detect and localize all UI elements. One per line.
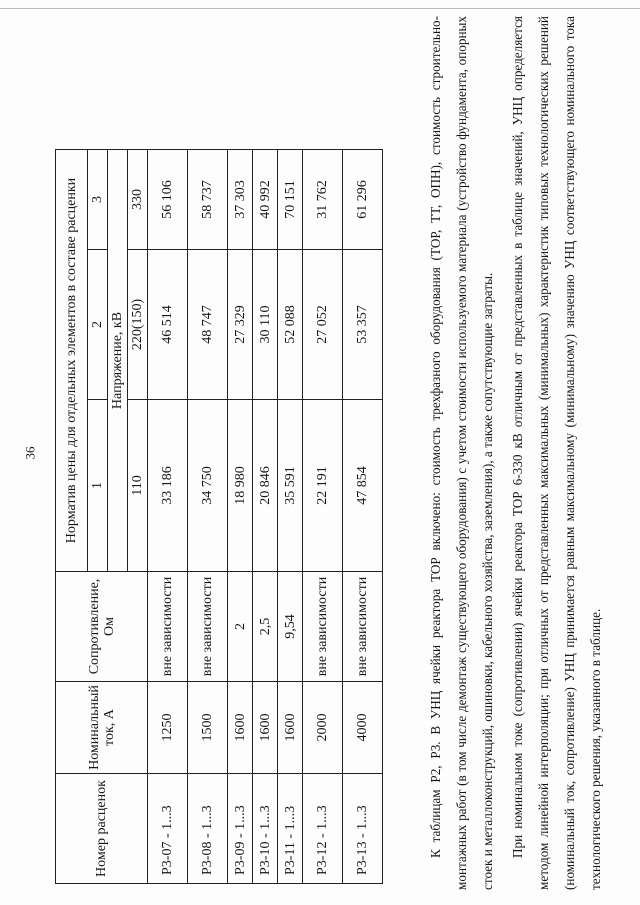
header-price-group: Норматив цены для отдельных элементов в составе расценки [56,150,88,572]
row-resistance: 9,54 [278,572,303,682]
row-price-110: 34 750 [188,400,228,572]
row-price-110: 47 854 [343,400,383,572]
row-number: Р3-10 - 1...3 [253,774,278,884]
table-row [303,150,343,884]
row-current: 1600 [278,682,303,774]
row-price-330: 61 296 [343,150,383,250]
row-price-220: 48 747 [188,250,228,400]
row-current: 4000 [343,682,383,774]
row-price-220: 53 357 [343,250,383,400]
row-price-220: 27 329 [228,250,253,400]
table-row [253,150,278,884]
row-price-330: 40 992 [253,150,278,250]
row-price-110: 20 846 [253,400,278,572]
row-number: Р3-08 - 1...3 [188,774,228,884]
table-row [148,150,188,884]
header-number: Номер расценок [56,774,148,884]
row-number: Р3-11 - 1...3 [278,774,303,884]
row-price-220: 30 110 [253,250,278,400]
header-current: Номинальный ток, А [56,682,148,774]
price-table [55,149,383,884]
table-row [278,150,303,884]
row-price-330: 31 762 [303,150,343,250]
table-row [343,150,383,884]
row-price-330: 56 106 [148,150,188,250]
row-price-220: 46 514 [148,250,188,400]
row-price-330: 37 303 [228,150,253,250]
header-sub-1: 1 [88,400,108,572]
header-voltage: Напряжение, кВ [108,150,128,572]
row-price-330: 58 737 [188,150,228,250]
row-resistance: вне зависимости [188,572,228,682]
row-price-220: 52 088 [278,250,303,400]
paragraph-interpolation-note: При номинальном токе (сопротивлении) ячейки реактора ТОР 6-330 кВ отличным от представленных в таблице значений, УНЦ определяется методом линейной интерполяции; при отличных от представленных максимальных (минимальных) характеристик типовых технологических решений (номинальный ток, сопротивление) УНЦ принимается равным максимальному (минимальному) значению УНЦ соответствующего номинального тока технологического решения, указанного в таблице. [510,16,603,890]
header-voltage-220: 220(150) [128,250,148,400]
rotated-page-content [55,10,640,890]
row-price-110: 33 186 [148,400,188,572]
row-current: 1250 [148,682,188,774]
header-sub-2: 2 [88,250,108,400]
row-current: 1600 [228,682,253,774]
row-price-220: 27 052 [303,250,343,400]
row-current: 2000 [303,682,343,774]
paragraph-tables-note: К таблицам Р2, Р3. В УНЦ ячейки реактора ТОР включено: стоимость трехфазного оборудования (ТОР, ТТ, ОПН), стоимость строительно-монтажных работ (в том числе демонтаж существующего оборудования) с учетом стоимости используемого материала (устройство фундамента, опорных стоек и металлоконструкций, ошиновки, кабельного хозяйства, заземления), а также сопутствующие затраты. [428,16,495,890]
row-number: Р3-07 - 1...3 [148,774,188,884]
row-resistance: вне зависимости [148,572,188,682]
header-sub-3: 3 [88,150,108,250]
row-current: 1500 [188,682,228,774]
row-resistance: 2,5 [253,572,278,682]
table-row [188,150,228,884]
row-number: Р3-09 - 1...3 [228,774,253,884]
header-voltage-330: 330 [128,150,148,250]
row-price-330: 70 151 [278,150,303,250]
table-row [228,150,253,884]
row-number: Р3-13 - 1...3 [343,774,383,884]
scan-edge-line [0,8,640,9]
row-current: 1600 [253,682,278,774]
row-price-110: 35 591 [278,400,303,572]
body-text [423,16,609,890]
row-resistance: 2 [228,572,253,682]
row-number: Р3-12 - 1...3 [303,774,343,884]
row-resistance: вне зависимости [303,572,343,682]
row-resistance: вне зависимости [343,572,383,682]
header-voltage-110: 110 [128,400,148,572]
page-number: 36 [22,446,38,460]
header-resistance: Сопротивление, Ом [56,572,148,682]
row-price-110: 18 980 [228,400,253,572]
row-price-110: 22 191 [303,400,343,572]
